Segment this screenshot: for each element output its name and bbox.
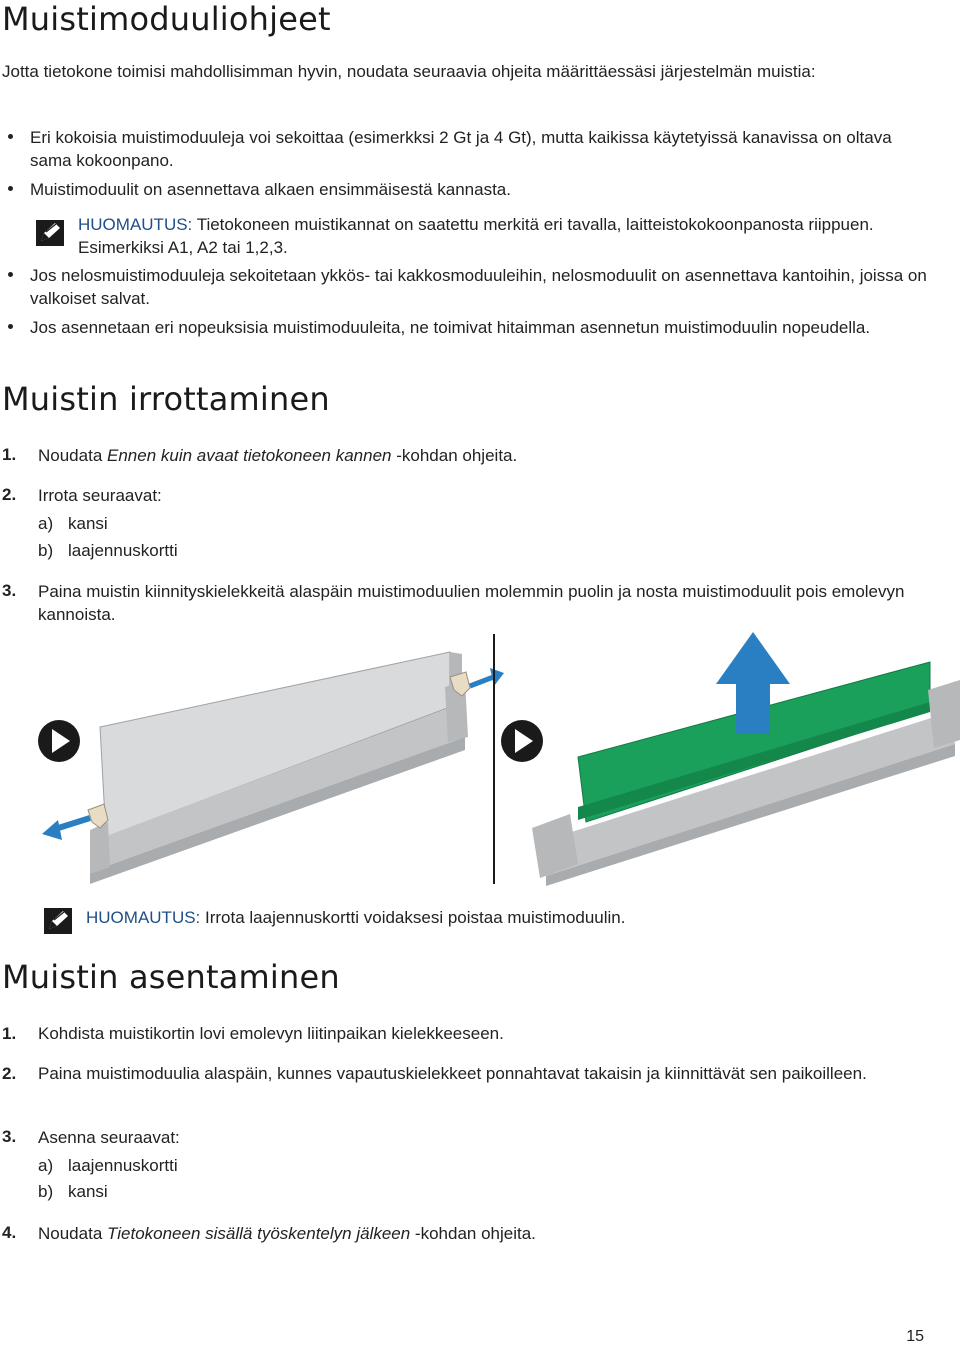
remove-step-3: Paina muistin kiinnityskielekkeitä alaspäin muistimoduulien molemmin puolin ja nosta muistimoduulit pois emolevyn kannoista. — [38, 582, 905, 624]
grey-memory-module-illustration — [88, 652, 470, 884]
step-number: 3. — [2, 1127, 17, 1146]
bullet-dot — [8, 134, 13, 139]
bullet-dot — [8, 186, 13, 191]
substep-label: a) — [38, 514, 54, 533]
substep-cover: kansi — [68, 1182, 108, 1201]
heading-install-memory: Muistin asentaminen — [2, 958, 340, 996]
memory-removal-illustration — [30, 632, 960, 887]
bullet-item-2: Muistimoduulit on asennettava alkaen ensimmäisestä kannasta. — [30, 180, 511, 199]
step-number: 1. — [2, 1024, 17, 1043]
note-pencil-icon — [44, 908, 72, 934]
install-step-1: Kohdista muistikortin lovi emolevyn liitinpaikan kielekkeeseen. — [38, 1024, 504, 1043]
step-text: Noudata — [38, 1224, 107, 1243]
step-number: 2. — [2, 1064, 17, 1083]
substep-expansion-card: laajennuskortti — [68, 1156, 178, 1175]
substep-label: b) — [38, 1182, 54, 1201]
note-text: Tietokoneen muistikannat on saatettu merkitä eri tavalla, laitteistokokoonpanosta riippuen. Esimerkiksi A1, A2 tai 1,2,3. — [78, 215, 874, 257]
bullet-item-3: Jos nelosmuistimoduuleja sekoitetaan ykkös- tai kakkosmoduuleihin, nelosmoduulit on asennettava kantoihin, joissa on valkoiset salvat. — [30, 266, 927, 308]
note-label: HUOMAUTUS: — [86, 908, 201, 927]
intro-paragraph: Jotta tietokone toimisi mahdollisimman hyvin, noudata seuraavia ohjeita määrittäessäsi järjestelmän muistia: — [2, 62, 816, 81]
step-number: 3. — [2, 581, 17, 600]
note-pencil-icon — [36, 220, 64, 246]
note-remove-expansion-card — [86, 906, 946, 929]
play-icon — [38, 720, 80, 762]
substep-cover: kansi — [68, 514, 108, 533]
bullet-dot — [8, 324, 13, 329]
step-text: -kohdan ohjeita. — [391, 446, 518, 465]
step-link[interactable]: Tietokoneen sisällä työskentelyn jälkeen — [107, 1224, 411, 1243]
bullet-item-4: Jos asennetaan eri nopeuksisia muistimoduuleita, ne toimivat hitaimman asennetun muistimoduulin nopeudella. — [30, 318, 871, 337]
step-link[interactable]: Ennen kuin avaat tietokoneen kannen — [107, 446, 392, 465]
bullet-item-1: Eri kokoisia muistimoduuleja voi sekoittaa (esimerkksi 2 Gt ja 4 Gt), mutta kaikissa käytetyissä kanavissa on oltava sama kokoonpano. — [30, 128, 892, 170]
step-text: Noudata — [38, 446, 107, 465]
step-number: 4. — [2, 1223, 17, 1242]
install-step-3: Asenna seuraavat: — [38, 1128, 180, 1147]
step-number: 1. — [2, 445, 17, 464]
bullet-dot — [8, 272, 13, 277]
note-memory-sockets — [78, 213, 938, 259]
heading-remove-memory: Muistin irrottaminen — [2, 380, 330, 418]
page-number: 15 — [906, 1328, 924, 1345]
install-step-4 — [38, 1222, 918, 1245]
install-step-2: Paina muistimoduulia alaspäin, kunnes vapautuskielekkeet ponnahtavat takaisin ja kiinnittävät sen paikoilleen. — [38, 1064, 867, 1083]
arrow-icon — [470, 668, 504, 686]
remove-step-1 — [38, 444, 918, 467]
substep-label: a) — [38, 1156, 54, 1175]
substep-label: b) — [38, 541, 54, 560]
note-label: HUOMAUTUS: — [78, 215, 193, 234]
remove-step-2: Irrota seuraavat: — [38, 486, 162, 505]
step-text: -kohdan ohjeita. — [410, 1224, 536, 1243]
substep-expansion-card: laajennuskortti — [68, 541, 178, 560]
arrow-icon — [42, 818, 90, 840]
play-icon — [501, 720, 543, 762]
heading-memory-guidelines: Muistimoduuliohjeet — [2, 0, 331, 38]
note-text: Irrota laajennuskortti voidaksesi poistaa muistimoduulin. — [200, 908, 626, 927]
step-number: 2. — [2, 485, 17, 504]
